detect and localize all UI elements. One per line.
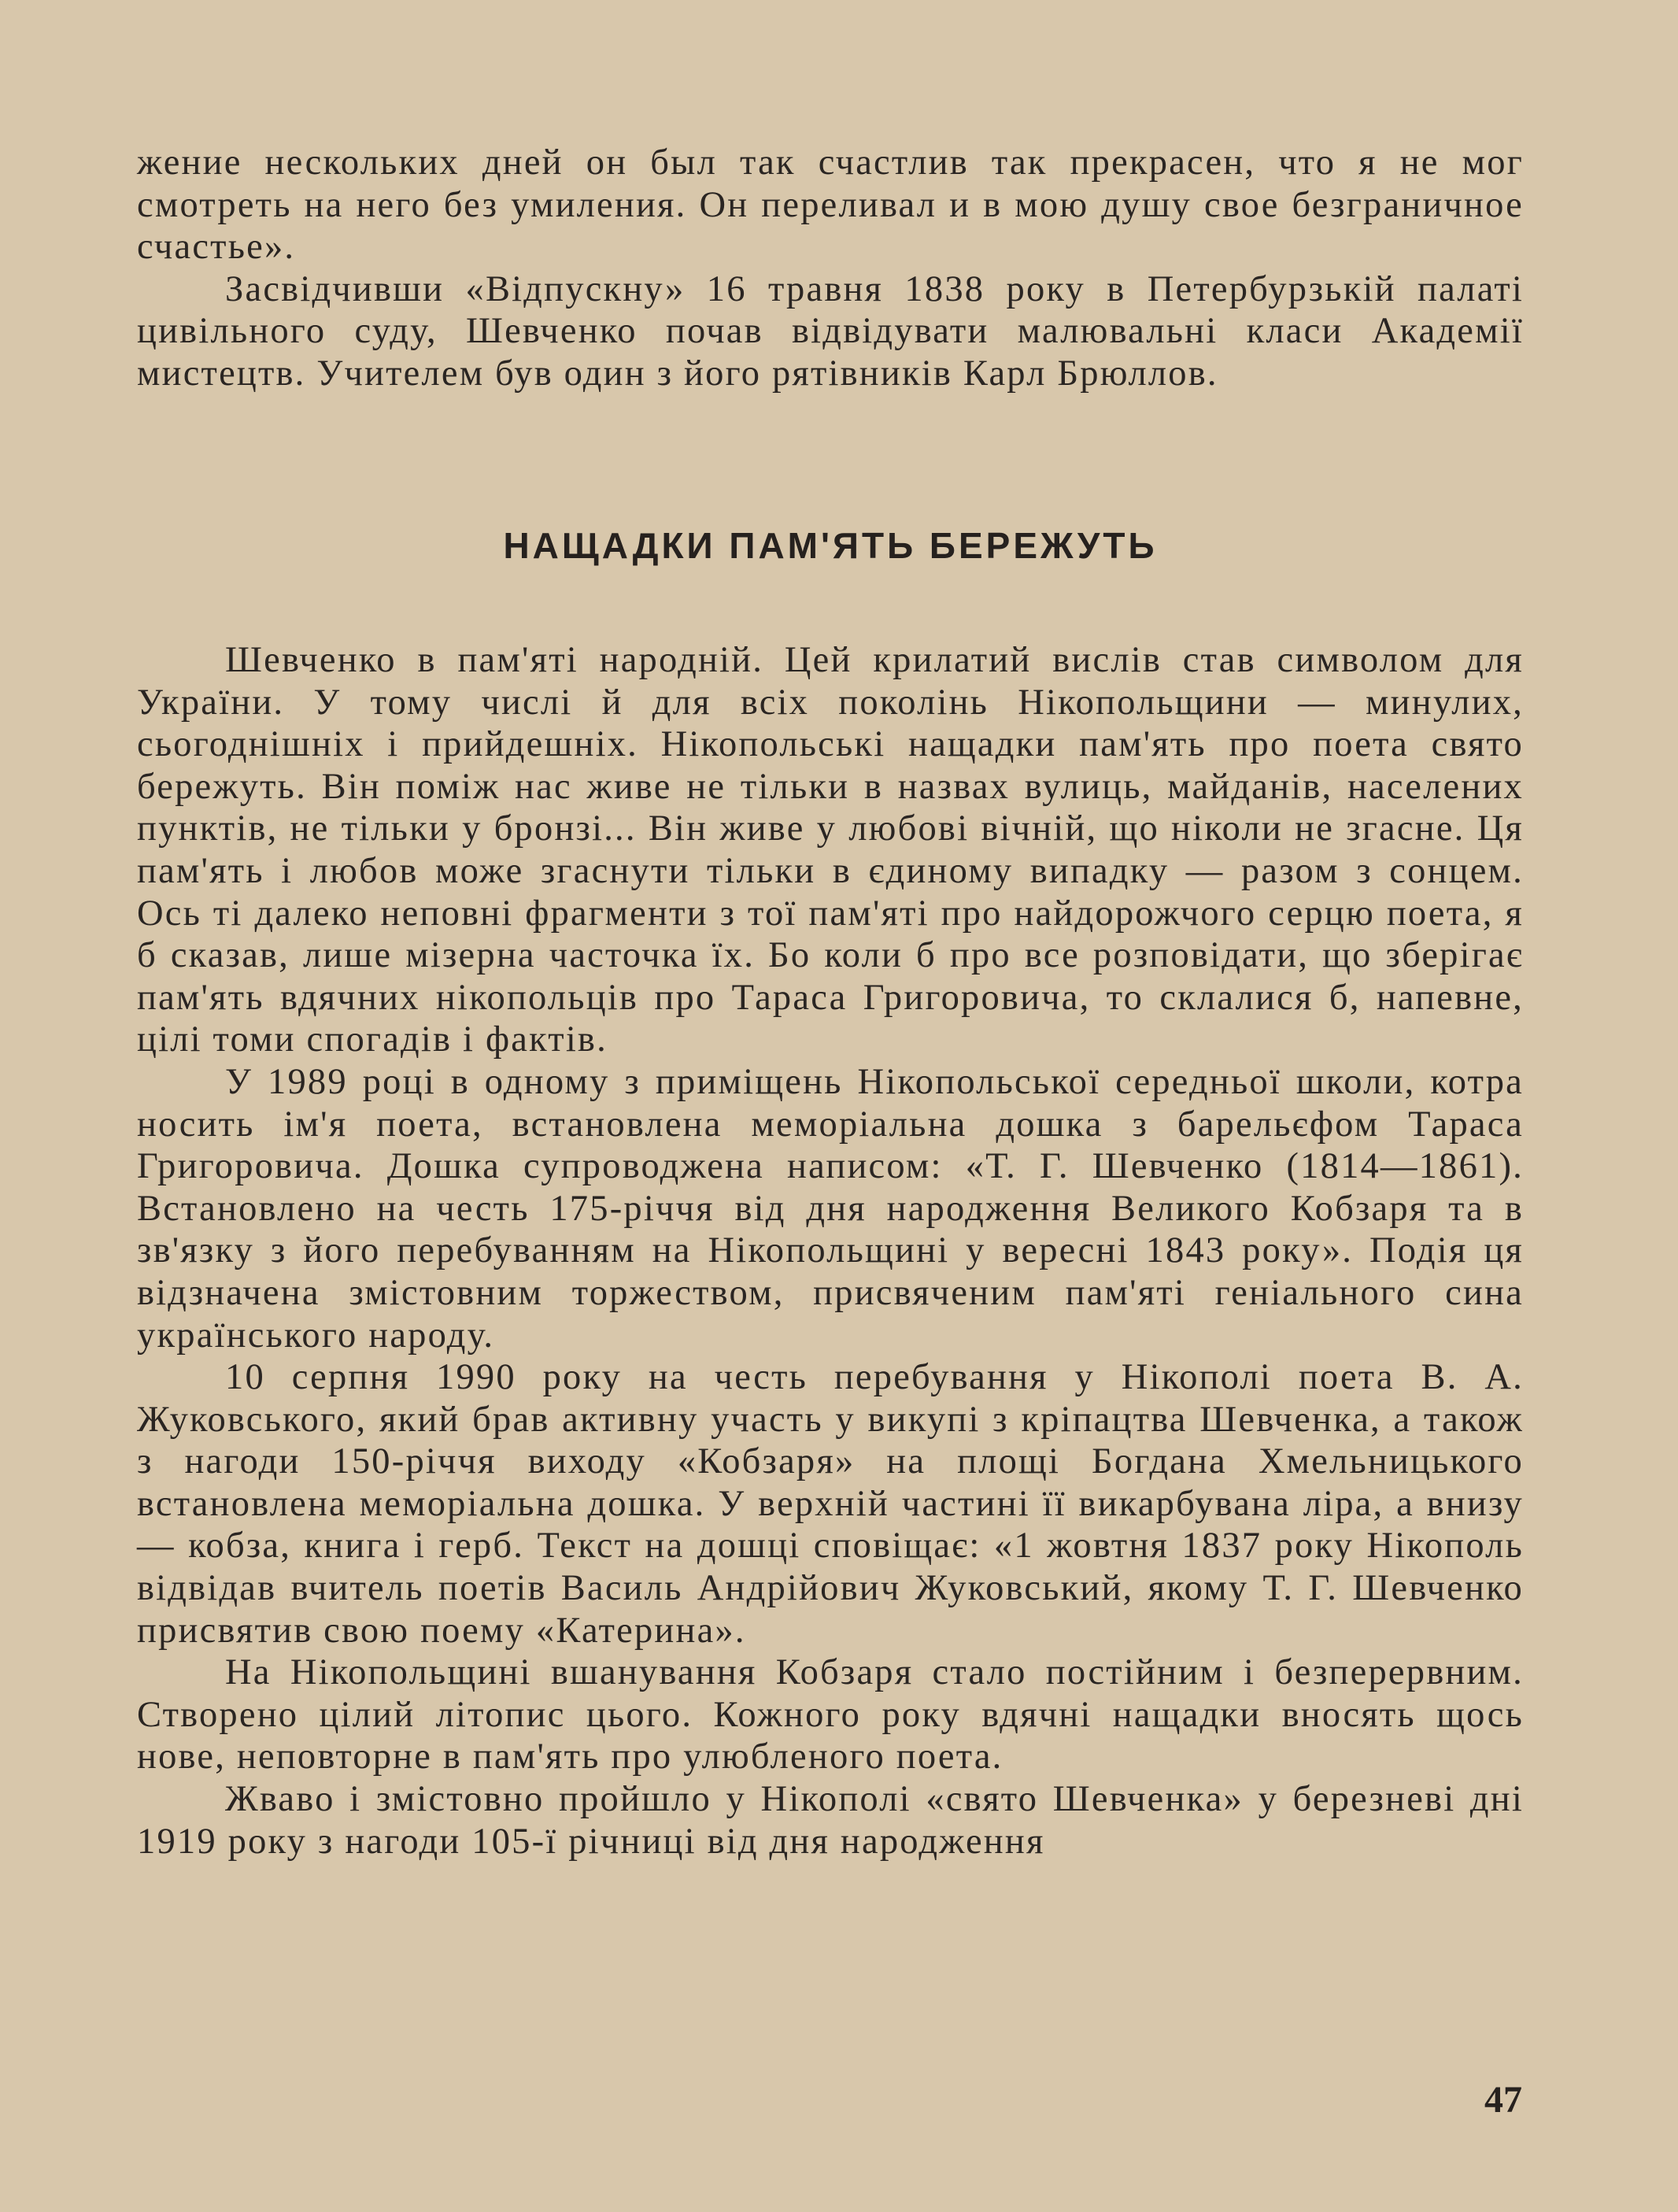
page-number: 47 <box>1484 2079 1522 2121</box>
paragraph-chronicle: На Нікопольщині вшанування Кобзаря стало постійним і безперервним. Створено цілий літопис цього. Кожного року вдячні нащадки вносять щось нове, неповторне в пам'ять про улюбленого поета. <box>137 1652 1524 1777</box>
paragraph-memory: Шевченко в пам'яті народній. Цей крилатий вислів став символом для України. У тому числі й для всіх поколінь Нікопольщини — минулих, сьогоднішніх і прийдешніх. Нікопольські нащадки пам'ять про поета свято бережуть. Він поміж нас живе не тільки в назвах вулиць, майданів, населених пунктів, не тільки у бронзі... Він живе у любові вічній, що ніколи не згасне. Ця пам'ять і любов може згаснути тільки в єдиному випадку — разом з сонцем. Ось ті далеко неповні фрагменти з тої пам'яті про найдорожчого серцю поета, я б сказав, лише мізерна часточка їх. Бо коли б про все розповідати, що зберігає пам'ять вдячних нікопольців про Тараса Григоровича, то склалися б, напевне, цілі томи спогадів і фактів. <box>137 640 1524 1060</box>
section-body <box>137 639 1524 1862</box>
paragraph-quote-ending: жение нескольких дней он был так счастлив так прекрасен, что я не мог смотреть на него без умиления. Он переливал и в мою душу свое безграничное счастье». <box>137 142 1524 268</box>
continued-text-block <box>137 142 1524 395</box>
paragraph-1919-celebration: Жваво і змістовно пройшло у Нікополі «свято Шевченка» у березневі дні 1919 року з нагоди 105-ї річниці від дня народження <box>137 1779 1524 1862</box>
paragraph-academy: Засвідчивши «Відпускну» 16 травня 1838 року в Петербурзькій палаті цивільного суду, Шевченко почав відвідувати малювальні класи Академії мистецтв. Учителем був один з його рятівників Карл Брюллов. <box>137 268 1524 394</box>
section-heading: НАЩАДКИ ПАМ'ЯТЬ БЕРЕЖУТЬ <box>503 525 1158 566</box>
paragraph-1990-plaque: 10 серпня 1990 року на честь перебування у Нікополі поета В. А. Жуковського, який брав активну участь у викупі з кріпацтва Шевченка, а також з нагоди 150-річчя виходу «Кобзаря» на площі Богдана Хмельницького встановлена меморіальна дошка. У верхній частині її викарбувана ліра, а внизу — кобза, книга і герб. Текст на дошці сповіщає: «1 жовтня 1837 року Нікополь відвідав вчитель поетів Василь Андрійович Жуковський, якому Т. Г. Шевченко присвятив свою поему «Катерина». <box>137 1357 1524 1651</box>
paragraph-1989-plaque: У 1989 році в одному з приміщень Нікопольської середньої школи, котра носить ім'я поета, встановлена меморіальна дошка з барельєфом Тараса Григоровича. Дошка супроводжена написом: «Т. Г. Шевченко (1814—1861). Встановлено на честь 175-річчя від дня народження Великого Кобзаря та в зв'язку з його перебуванням на Нікопольщині у вересні 1843 року». Подія ця відзначена змістовним торжеством, присвяченим пам'яті геніального сина українського народу. <box>137 1061 1524 1356</box>
